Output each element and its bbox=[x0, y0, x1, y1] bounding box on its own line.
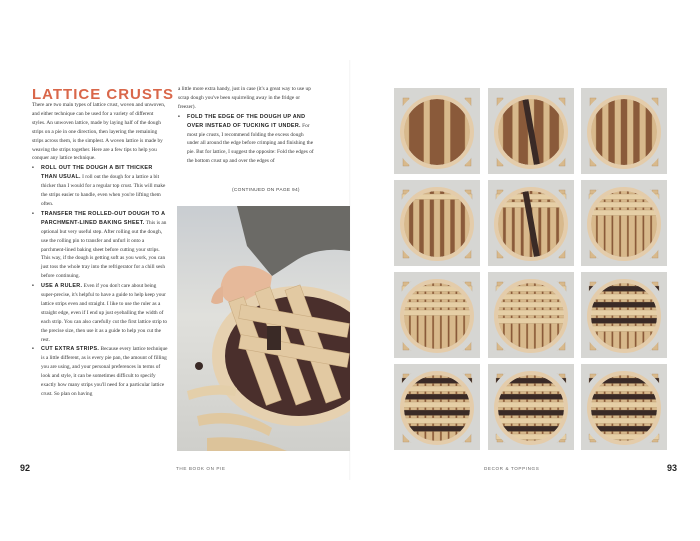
tip-body: Because every lattice technique is a little different, as is every pie pan, the amount of filling you are using, and your personal preferences in terms of look and style, it can be sometimes difficult to specify exactly how many strips you'll need for a particular lattice crust. So plan on having bbox=[41, 346, 168, 397]
lattice-step-photo bbox=[394, 88, 480, 174]
lattice-step-photo bbox=[394, 180, 480, 266]
section-heading: LATTICE CRUSTS bbox=[32, 86, 175, 103]
tip-title: USE A RULER. bbox=[41, 283, 83, 290]
continued-note: (CONTINUED ON PAGE 94) bbox=[232, 188, 300, 193]
tip-4 bbox=[32, 345, 168, 398]
text-column-1 bbox=[32, 101, 168, 399]
tip-title: TRANSFER THE ROLLED-OUT DOUGH TO A PARCHMENT-LINED BAKING SHEET. bbox=[41, 210, 166, 226]
lattice-step-photo bbox=[488, 88, 574, 174]
bullet-icon: • bbox=[32, 346, 34, 353]
tip-2 bbox=[32, 210, 168, 281]
lattice-step-photo bbox=[394, 272, 480, 358]
running-head-left: THE BOOK ON PIE bbox=[176, 466, 226, 471]
tip-1 bbox=[32, 164, 168, 209]
page-number-right: 93 bbox=[667, 463, 678, 473]
tip-body: I roll out the dough for a lattice a bit thicker than I would for a regular top crust. This will make the strips easier to handle, even when you're lifting them often. bbox=[41, 174, 166, 207]
tip-body: For most pie crusts, I recommend folding the excess dough under all around the edge before crimping and finishing the pie. But for lattice, I suggest the opposite: Fold the edges of the bottom crust up and over the edges of bbox=[187, 122, 314, 165]
lattice-step-photo bbox=[581, 180, 667, 266]
tip-body: Even if you don't care about being super-precise, it's helpful to have a guide to help keep your lattice strips even and straight. I like to use the ruler as a straight edge, even if I end up just eyeballing the width of each strip. You can also carefully cut the first lattice strip to the precise size, then use it as a guide to help you cut the rest. bbox=[41, 283, 168, 343]
lattice-step-photo bbox=[581, 272, 667, 358]
tip-title: CUT EXTRA STRIPS. bbox=[41, 346, 100, 353]
tip-title: ROLL OUT THE DOUGH A BIT THICKER THAN USUAL. bbox=[41, 165, 153, 181]
intro-paragraph: There are two main types of lattice crust, woven and unwoven, and either technique can be used for a variety of different styles. An unwoven lattice, made by laying half of the dough strips on a pie in one direction, then layering the remaining strips across them, is the simplest. A woven lattice is made by weaving the strips together. Here are a few tips to help you conquer any lattice technique. bbox=[32, 102, 166, 162]
tip-5 bbox=[178, 113, 316, 166]
page-number-left: 92 bbox=[20, 463, 31, 473]
text-column-2 bbox=[178, 85, 316, 166]
running-head-right: DECOR & TOPPINGS bbox=[484, 466, 540, 471]
bullet-icon: • bbox=[32, 210, 34, 217]
lattice-step-photo bbox=[394, 364, 480, 450]
lattice-step-photo bbox=[581, 364, 667, 450]
bullet-icon: • bbox=[32, 283, 34, 290]
continuation-paragraph: a little more extra handy, just in case (it's a great way to use up scrap dough you've been squirreling away in the fridge or freezer). bbox=[178, 86, 311, 110]
tip-body: This is an optional but very useful step. After rolling out the dough, use the rolling pin to transfer and unfurl it onto a parchment-lined baking sheet before cutting your strips. This way, if the dough is getting soft as you work, you can just toss the whole tray into the refrigerator for a chill sesh before continuing. bbox=[41, 219, 167, 280]
lattice-weaving-photo bbox=[177, 206, 350, 451]
bullet-icon: • bbox=[32, 165, 34, 172]
lattice-step-photo bbox=[488, 180, 574, 266]
bullet-icon: • bbox=[178, 113, 180, 120]
lattice-step-photo bbox=[488, 272, 574, 358]
lattice-step-photo bbox=[581, 88, 667, 174]
tip-title: FOLD THE EDGE OF THE DOUGH UP AND OVER INSTEAD OF TUCKING IT UNDER. bbox=[187, 113, 306, 129]
tip-3 bbox=[32, 282, 168, 344]
lattice-step-photo bbox=[488, 364, 574, 450]
